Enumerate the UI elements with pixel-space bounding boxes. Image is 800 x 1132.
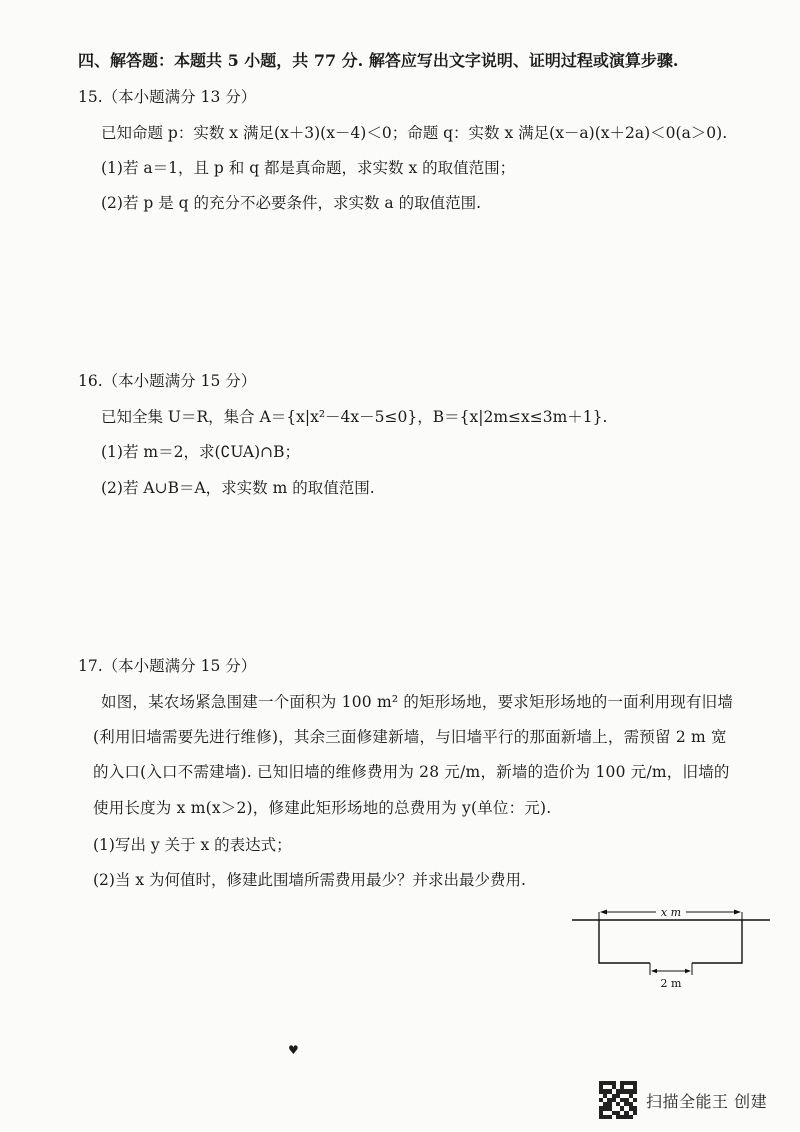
page-mark: ♥ bbox=[288, 1043, 299, 1057]
q17-line1: 如图，某农场紧急围建一个面积为 100 m² 的矩形场地，要求矩形场地的一面利用现有旧墙 bbox=[101, 693, 734, 711]
arrow-right-icon bbox=[734, 910, 741, 915]
scanner-watermark bbox=[599, 1080, 767, 1120]
q16-part1: (1)若 m＝2，求(∁UA)∩B； bbox=[101, 443, 301, 461]
q17-line4: 使用长度为 x m(x＞2)，修建此矩形场地的总费用为 y(单位：元). bbox=[93, 799, 552, 817]
watermark-text: 扫描全能王 创建 bbox=[646, 1091, 768, 1111]
q17-heading: 17.（本小题满分 15 分） bbox=[78, 657, 257, 675]
q16-part2: (2)若 A∪B＝A，求实数 m 的取值范围. bbox=[101, 479, 375, 497]
q16-statement: 已知全集 U＝R，集合 A＝{x|x²－4x－5≤0}，B＝{x|2m≤x≤3m＋1}. bbox=[101, 408, 608, 426]
q17-part2: (2)当 x 为何值时，修建此围墙所需费用最少？并求出最少费用. bbox=[93, 871, 526, 889]
q15-heading: 15.（本小题满分 13 分） bbox=[78, 88, 257, 106]
new-wall-right bbox=[692, 920, 742, 963]
q15-part2: (2)若 p 是 q 的充分不必要条件，求实数 a 的取值范围. bbox=[101, 194, 482, 212]
q15-statement: 已知命题 p：实数 x 满足(x＋3)(x－4)＜0；命题 q：实数 x 满足(x－a)(x＋2a)＜0(a＞0). bbox=[101, 124, 728, 142]
new-wall-left bbox=[599, 920, 650, 963]
arrow-right-icon bbox=[685, 969, 691, 973]
qr-code-icon bbox=[599, 1081, 637, 1119]
top-dimension-label: x m bbox=[660, 906, 682, 919]
arrow-left-icon bbox=[651, 969, 657, 973]
q17-line2: (利用旧墙需要先进行维修)，其余三面修建新墙，与旧墙平行的那面新墙上，需预留 2 m 宽 bbox=[93, 728, 727, 746]
arrow-left-icon bbox=[600, 910, 607, 915]
entrance-label: 2 m bbox=[660, 977, 682, 990]
section-title: 四、解答题：本题共 5 小题，共 77 分. 解答应写出文字说明、证明过程或演算步骤. bbox=[78, 51, 679, 70]
q17-line3: 的入口(入口不需建墙). 已知旧墙的维修费用为 28 元/m，新墙的造价为 100 元/m，旧墙的 bbox=[93, 763, 730, 781]
q16-heading: 16.（本小题满分 15 分） bbox=[78, 372, 257, 390]
field-diagram bbox=[572, 893, 772, 993]
q15-part1: (1)若 a＝1，且 p 和 q 都是真命题，求实数 x 的取值范围； bbox=[101, 159, 516, 177]
q17-part1: (1)写出 y 关于 x 的表达式； bbox=[93, 836, 292, 854]
